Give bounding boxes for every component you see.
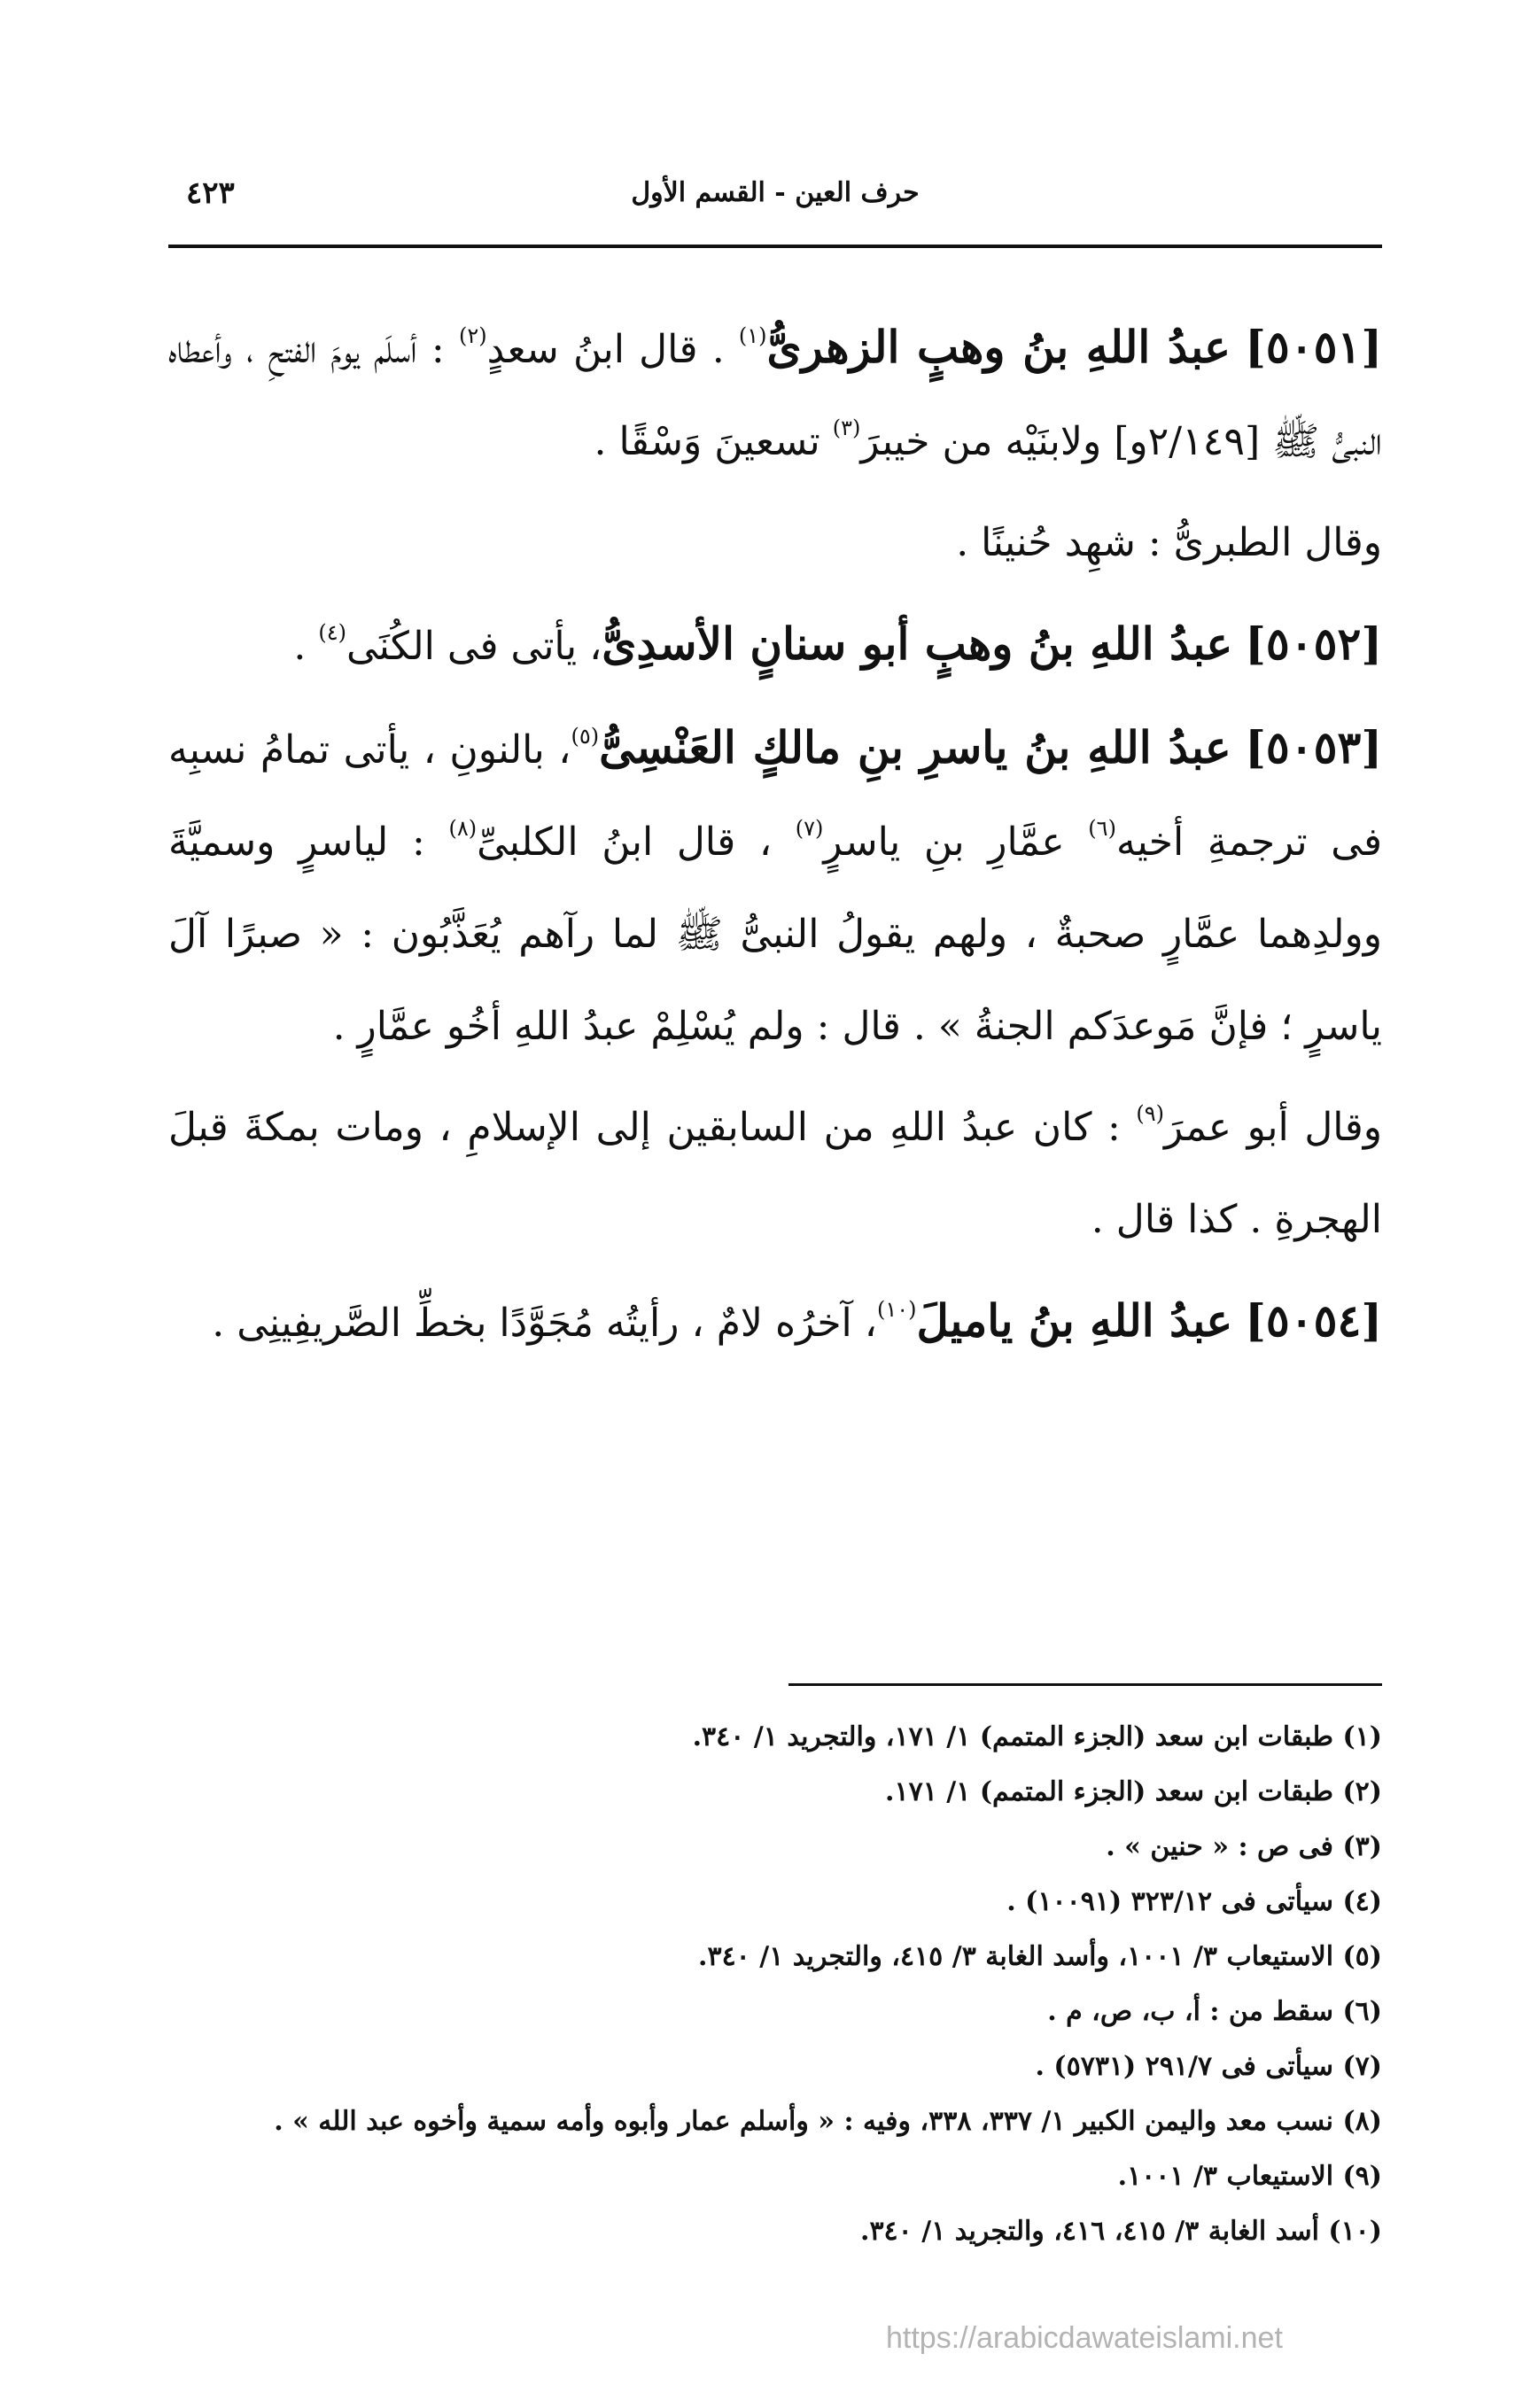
entry-text: : لياسرٍ وسميَّةَ وولدِهما عمَّارٍ صحبةٌ ، ولهم يقولُ النبىُّ ﷺ لما رآهم يُعَذَّبُون : « صبرًا آلَ ياسرٍ ؛ فإنَّ مَوعدَكم الجنةُ » . قال : ولم يُسْلِمْ عبدُ اللهِ أخُو عمَّارٍ . [168,819,1383,1049]
entry-5052 [168,598,1382,693]
entry-number: [٥٠٥١] [1245,321,1382,373]
footnote-5: (٥) الاستيعاب ٣/ ١٠٠١، وأسد الغابة ٣/ ٤١٥، والتجريد ١/ ٣٤٠. [698,1941,1382,1972]
entry-text: ، آخرُه لامٌ ، رأيتُه مُجَوَّدًا بخطِّ الصَّريفِينِى . [212,1301,877,1346]
entry-text: . قال ابنُ سعدٍ [486,327,739,372]
entry-number: [٥٠٥٢] [1245,618,1382,670]
footnote-ref: (٤) [318,620,346,645]
entry-text: ، قال ابنُ الكلبىِّ [477,819,796,865]
footnote-7: (٧) سيأتى فى ٢٩١/٧ (٥٧٣١) . [1035,2051,1382,2082]
entry-5054 [168,1275,1382,1370]
footnote-ref: (٩) [1136,1101,1165,1126]
footnote-2: (٢) طبقات ابن سعد (الجزء المتمم) ١/ ١٧١. [885,1776,1382,1807]
entry-text: عمَّارِ بنِ ياسرٍ [823,819,1089,865]
footnote-ref: (١٠) [876,1297,917,1322]
entry-name: عبدُ اللهِ بنُ وهبٍ الزهرىُّ [766,321,1231,373]
watermark-url: https://arabicdawateislami.net [886,2321,1283,2355]
paragraph-tabari [168,497,1382,589]
entry-text: . [293,624,319,669]
page-header [168,168,1382,230]
entry-name: عبدُ اللهِ بنُ ياسرِ بنِ مالكٍ العَنْسِىُّ [599,721,1231,773]
footnote-ref: (١) [738,323,767,348]
entry-5051 [168,301,1382,488]
entry-name: عبدُ اللهِ بنُ ياميلَ [916,1294,1233,1347]
footnotes [168,1710,1382,2259]
footnote-ref: (٧) [795,816,824,841]
footnote-ref: (٣) [832,416,861,440]
main-text [168,301,1382,1379]
entry-text: تسعينَ وَسْقًا . [594,419,833,464]
entry-text: ، يأتى فى الكُنَى [346,624,602,669]
paragraph-text: وقال أبو عمرَ [1164,1105,1382,1150]
entry-number: [٥٠٥٣] [1245,721,1382,773]
running-title: حرف العين - القسم الأول [631,177,920,208]
footnote-9: (٩) الاستيعاب ٣/ ١٠٠١. [1117,2161,1382,2192]
page-number: ٤٢٣ [186,175,235,211]
paragraph-text: وقال الطبرىُّ : شهِد حُنينًا . [956,520,1382,565]
footnote-10: (١٠) أسد الغابة ٣/ ٤١٥، ٤١٦، والتجريد ١/ ٣٤٠. [859,2216,1382,2247]
footnote-ref: (٨) [448,816,478,841]
entry-number: [٥٠٥٤] [1245,1294,1382,1347]
footnote-ref: (٢) [458,323,487,348]
entry-text: ، بالنونِ ، يأتى تمامُ نسبِه فى ترجمةِ أخيه [168,727,1383,865]
footnote-4: (٤) سيأتى فى ٣٢٣/١٢ (١٠٠٩١) . [1006,1886,1382,1917]
entry-name: عبدُ اللهِ بنُ وهبٍ أبو سنانٍ الأسدِىُّ [602,618,1233,670]
footnote-1: (١) طبقات ابن سعد (الجزء المتمم) ١/ ١٧١، والتجريد ١/ ٣٤٠. [692,1721,1382,1752]
footnote-divider [788,1683,1382,1686]
paragraph-abu-umar [168,1082,1382,1266]
paragraph-text: : كان عبدُ اللهِ من السابقين إلى الإسلامِ ، ومات بمكةَ قبلَ الهجرةِ . كذا قال . [168,1105,1382,1242]
book-page [168,168,1382,2383]
entry-text: : أسلَم يومَ الفتحِ ، وأعطاه النبىُّ ﷺ [٢/١٤٩و] ولابنَيْه من خيبرَ [168,327,1382,464]
footnote-ref: (٥) [571,724,600,749]
footnote-6: (٦) سقط من : أ، ب، ص، م . [1047,1996,1382,2027]
footnote-ref: (٦) [1088,816,1116,841]
entry-5053 [168,702,1382,1073]
header-divider [168,245,1382,248]
footnote-8: (٨) نسب معد واليمن الكبير ١/ ٣٣٧، ٣٣٨، وفيه : « وأسلم عمار وأبوه وأمه سمية وأخوه عبد الله » . [274,2106,1382,2137]
footnote-3: (٣) فى ص : « حنين » . [1106,1831,1382,1862]
